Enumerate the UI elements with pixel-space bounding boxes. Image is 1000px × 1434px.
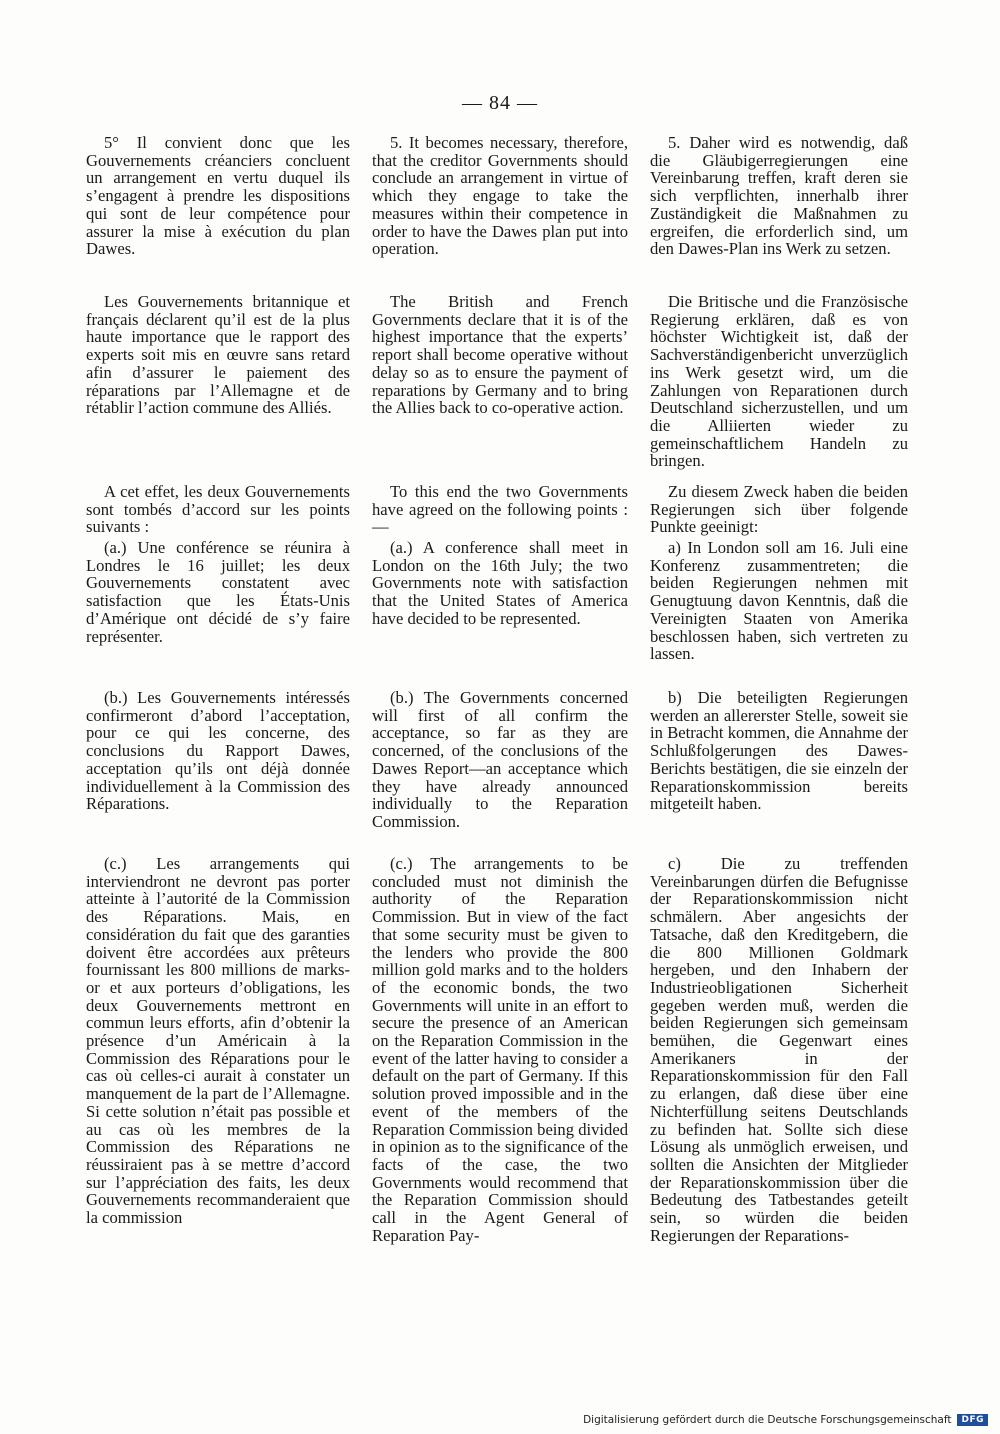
dfg-logo: DFG [957, 1414, 988, 1426]
de-point-b: b) Die beteiligten Regierungen werden an allererster Stelle, soweit sie in Betracht kommen, die Annahme der Schlußfolgerungen des Dawes-Berichts bestätigen, die sie einzeln der Reparationskommission bereits mitgeteilt haben. [650, 688, 908, 814]
en-point-a: (a.) A conference shall meet in London on the 16th July; the two Governments note with satisfaction that the United States of America have decided to be represented. [372, 538, 628, 628]
fr-paragraph-1: 5° Il convient donc que les Gouvernements créanciers concluent un arrangement en vertu duquel ils s’engagent à prendre les dispositions qui sont de leur compétence pour assurer la mise à exécution du plan Dawes. [86, 133, 350, 259]
digitization-footer [583, 1414, 988, 1426]
footer-text: Digitalisierung gefördert durch die Deutsche Forschungsgemeinschaft [583, 1414, 952, 1426]
de-point-a: a) In London soll am 16. Juli eine Konferenz zusammentreten; die beiden Regierungen nehmen mit Genugtuung davon Kenntnis, daß die Vereinigten Staaten von Amerika beschlossen haben, sich vertreten zu lassen. [650, 538, 908, 664]
fr-paragraph-3: A cet effet, les deux Gouvernements sont tombés d’accord sur les points suivants : [86, 482, 350, 537]
en-paragraph-2: The British and French Governments declare that it is of the highest importance that the experts’ report shall become operative without delay so as to ensure the payment of reparations by Germany and to bring the Allies back to co-operative action. [372, 292, 628, 418]
de-paragraph-3: Zu diesem Zweck haben die beiden Regierungen sich über folgende Punkte geeinigt: [650, 482, 908, 537]
de-point-c: c) Die zu treffenden Vereinbarungen dürfen die Befugnisse der Reparationskommission nicht schmälern. Aber angesichts der Tatsache, daß den Kreditgebern, die die 800 Millionen Goldmark hergeben, und den Inhabern der Industrieobligationen Sicherheit gegeben werden muß, werden die beiden Regierungen sich gemeinsam bemühen, die Gegenwart eines Amerikaners in der Reparationskommission für den Fall zu erlangen, daß diese über eine Nichterfüllung seitens Deutschlands zu befinden hat. Sollte sich diese Lösung als unmöglich erweisen, und sollten die Ansichten der Mitglieder der Reparationskommission über die Bedeutung des Tatbestandes geteilt sein, so würden die beiden Regierungen der Reparations- [650, 854, 908, 1245]
en-point-c: (c.) The arrangements to be concluded must not diminish the authority of the Reparation Commission. But in view of the fact that some security must be given to the lenders who provide the 800 million gold marks and to the holders of the economic bonds, the two Governments will unite in an effort to secure the presence of an American on the Reparation Commission in the event of the latter having to consider a default on the part of Germany. If this solution proved impossible and in the event of the members of the Reparation Commission being divided in opinion as to the significance of the facts of the case, the two Governments would recommend that the Reparation Commission should call in the Agent General of Reparation Pay- [372, 854, 628, 1245]
fr-point-a: (a.) Une conférence se réunira à Londres le 16 juillet; les deux Gouvernements constatent avec satisfaction que les États-Unis d’Amérique ont décidé de s’y faire représenter. [86, 538, 350, 646]
fr-point-b: (b.) Les Gouvernements intéressés confirmeront d’abord l’acceptation, pour ce qui les concerne, des conclusions du Rapport Dawes, acceptation qu’ils ont déjà donnée individuellement à la Commission des Réparations. [86, 688, 350, 814]
en-paragraph-1: 5. It becomes necessary, therefore, that the creditor Governments should conclude an arrangement in virtue of which they engage to take the measures within their competence in order to have the Dawes plan put into operation. [372, 133, 628, 259]
en-paragraph-3: To this end the two Governments have agreed on the following points :— [372, 482, 628, 537]
fr-point-c: (c.) Les arrangements qui interviendront ne devront pas porter atteinte à l’autorité de la Commission des Réparations. Mais, en considération du fait que des garanties doivent être accordées aux prêteurs fournissant les 800 millions de marks-or et aux porteurs d’obligations, les deux Gouvernements mettront en commun leurs efforts, afin d’obtenir la présence d’un Américain à la Commission des Réparations pour le cas où celles-ci aurait à constater un manquement de la part de l’Allemagne. Si cette solution n’était pas possible et au cas où les membres de la Commission des Réparations ne réussiraient pas à se mettre d’accord sur l’appréciation des faits, les deux Gouvernements recommanderaient que la commission [86, 854, 350, 1228]
page-number: — 84 — [462, 92, 538, 114]
de-paragraph-2: Die Britische und die Französische Regierung erklären, daß es von höchster Wichtigkeit ist, daß der Sachverständigenbericht unverzüglich ins Werk gesetzt wird, um die Zahlungen von Reparationen durch Deutschland sicherzustellen, und um die Alliierten wieder zu gemeinschaftlichem Handeln zu bringen. [650, 292, 908, 471]
en-point-b: (b.) The Governments concerned will first of all confirm the acceptance, so far as they are concerned, of the conclusions of the Dawes Report—an acceptance which they have already announced individually to the Reparation Commission. [372, 688, 628, 831]
fr-paragraph-2: Les Gouvernements britannique et français déclarent qu’il est de la plus haute importance que le rapport des experts soit mis en œuvre sans retard afin d’assurer le paiement des réparations par l’Allemagne et de rétablir l’action commune des Alliés. [86, 292, 350, 418]
de-paragraph-1: 5. Daher wird es notwendig, daß die Gläubigerregierungen eine Vereinbarung treffen, kraft deren sie sich verpflichten, innerhalb ihrer Zuständigkeit die Maßnahmen zu ergreifen, die erforderlich sind, um den Dawes-Plan ins Werk zu setzen. [650, 133, 908, 259]
